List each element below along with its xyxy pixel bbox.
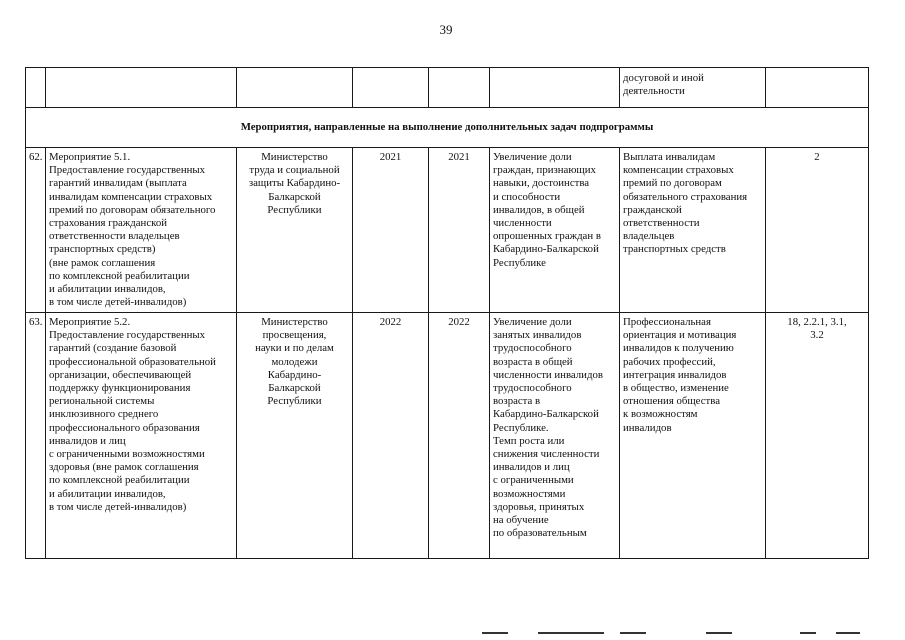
cell-line: Министерство <box>261 316 328 328</box>
cell-start-year <box>353 68 429 108</box>
cell-line: трудоспособного <box>493 342 572 355</box>
cell-line: опрошенных граждан в <box>493 230 601 243</box>
cell-line: Мероприятие 5.1. <box>49 151 131 163</box>
cell-line: инвалидов, в общей <box>493 203 585 216</box>
cell-line: возраста в <box>493 395 541 408</box>
cell-consequence <box>620 68 766 108</box>
cell-line: Кабардино-Балкарской <box>493 243 599 256</box>
cell-line: возможностями <box>493 487 566 500</box>
cell-line: гарантий (создание базовой <box>49 342 177 355</box>
measure-cell <box>46 313 237 559</box>
cell-line: Предоставление государственных <box>49 329 206 342</box>
cell-line: численности инвалидов <box>493 368 603 381</box>
cell-line: труда и социальной <box>249 164 340 177</box>
table-row <box>26 148 869 313</box>
cell-line: навыки, достоинства <box>493 177 590 190</box>
cell-line: интеграция инвалидов <box>623 368 727 381</box>
cell-line: и способности <box>493 190 561 203</box>
cell-line: Республики <box>267 395 322 408</box>
cell-line: Кабардино- <box>267 368 322 381</box>
cell-line: здоровья, принятых <box>493 500 585 513</box>
cell-line: инклюзивного среднего <box>49 408 159 421</box>
cell-line: премий по договорам обязательного <box>49 203 216 216</box>
cell-line: Республики <box>267 203 322 216</box>
cell-line: возраста в общей <box>493 355 573 368</box>
cell-line: молодежи <box>271 355 318 368</box>
end-year-cell: 2021 <box>429 148 490 313</box>
cell-line: организации, обеспечивающей <box>49 368 192 381</box>
cell-line: отношения общества <box>623 395 721 408</box>
cell-line: досуговой и иной <box>623 72 704 84</box>
cell-line: компенсации страховых <box>623 164 734 177</box>
cell-num <box>26 68 46 108</box>
cell-line: и абилитации инвалидов, <box>49 283 166 296</box>
cell-line: в том числе детей-инвалидов) <box>49 296 187 309</box>
footer-rule <box>836 632 860 634</box>
cell-indicator <box>766 68 869 108</box>
cell-line: науки и по делам <box>255 342 334 355</box>
cell-line: профессиональной образовательной <box>49 355 216 368</box>
cell-line: просвещения, <box>262 329 327 342</box>
cell-line: по комплексной реабилитации <box>49 269 190 282</box>
cell-line: Мероприятие 5.2. <box>49 316 131 328</box>
table-row <box>26 313 869 559</box>
cell-line: гарантий инвалидам (выплата <box>49 177 187 190</box>
cell-line: обязательного страхования <box>623 190 748 203</box>
footer-rule <box>538 632 604 634</box>
cell-line: по образовательным <box>493 527 587 540</box>
cell-line: с ограниченными возможностями <box>49 448 205 461</box>
cell-result <box>490 68 620 108</box>
footer-rule <box>800 632 816 634</box>
cell-line: Республике. <box>493 421 549 434</box>
footer-rule <box>620 632 646 634</box>
cell-line: региональной системы <box>49 395 155 408</box>
cell-line: поддержку функционирования <box>49 382 191 395</box>
end-year-cell: 2022 <box>429 313 490 559</box>
cell-line: и абилитации инвалидов, <box>49 487 166 500</box>
row-number: 62. <box>26 148 46 313</box>
measures-table <box>25 67 869 559</box>
consequence-cell <box>620 148 766 313</box>
cell-line: инвалидов и лиц <box>49 434 126 447</box>
footer-rule <box>706 632 732 634</box>
executor-cell <box>237 148 353 313</box>
cell-line: (вне рамок соглашения <box>49 256 156 269</box>
cell-line: в общество, изменение <box>623 382 729 395</box>
continuation-row <box>26 68 869 108</box>
cell-end-year <box>429 68 490 108</box>
cell-line: численности <box>493 217 552 230</box>
cell-line: к возможностям <box>623 408 698 421</box>
cell-line: инвалидов и лиц <box>493 461 570 474</box>
consequence-cell <box>620 313 766 559</box>
cell-line: Предоставление государственных <box>49 164 206 177</box>
result-cell <box>490 148 620 313</box>
cell-line: Выплата инвалидам <box>623 151 716 163</box>
cell-line: ответственности <box>623 217 700 230</box>
cell-line: страхования гражданской <box>49 217 167 230</box>
cell-line: ответственности владельцев <box>49 230 180 243</box>
cell-line: с ограниченными <box>493 474 574 487</box>
cell-line: 2 <box>814 151 820 163</box>
executor-cell <box>237 313 353 559</box>
result-cell <box>490 313 620 559</box>
cell-line: инвалидов <box>623 421 672 434</box>
cell-line: профессионального образования <box>49 421 200 434</box>
cell-line: на обучение <box>493 514 549 527</box>
cell-line: деятельности <box>623 85 685 98</box>
footer-rule <box>482 632 508 634</box>
cell-line: здоровья (вне рамок соглашения <box>49 461 199 474</box>
cell-line: Темп роста или <box>493 434 565 447</box>
cell-line: Профессиональная <box>623 316 711 328</box>
cell-line: премий по договорам <box>623 177 722 190</box>
cell-line: транспортных средств <box>623 243 726 256</box>
cell-measure <box>46 68 237 108</box>
cell-line: Балкарской <box>268 190 321 203</box>
cell-line: в том числе детей-инвалидов) <box>49 500 187 513</box>
cell-line: транспортных средств) <box>49 243 156 256</box>
start-year-cell: 2021 <box>353 148 429 313</box>
indicator-cell <box>766 313 869 559</box>
cell-line: 18, 2.2.1, 3.1, <box>787 316 847 328</box>
section-row <box>26 108 869 148</box>
cell-line: Увеличение доли <box>493 151 572 163</box>
cell-line: 3.2 <box>810 329 824 342</box>
cell-line: снижения численности <box>493 448 600 461</box>
section-heading: Мероприятия, направленные на выполнение дополнительных задач подпрограммы <box>26 108 869 148</box>
cell-line: трудоспособного <box>493 382 572 395</box>
cell-line: Балкарской <box>268 382 321 395</box>
indicator-cell <box>766 148 869 313</box>
cell-line: Министерство <box>261 151 328 163</box>
start-year-cell: 2022 <box>353 313 429 559</box>
cell-line: граждан, признающих <box>493 164 596 177</box>
cell-line: рабочих профессий, <box>623 355 716 368</box>
measure-cell <box>46 148 237 313</box>
row-number: 63. <box>26 313 46 559</box>
cell-line: ориентация и мотивация <box>623 329 737 342</box>
cell-line: занятых инвалидов <box>493 329 582 342</box>
cell-line: гражданской <box>623 203 682 216</box>
cell-line: владельцев <box>623 230 675 243</box>
cell-line: защиты Кабардино- <box>248 177 341 190</box>
cell-executor <box>237 68 353 108</box>
page-number: 39 <box>439 22 453 37</box>
cell-line: инвалидам компенсации страховых <box>49 190 213 203</box>
cell-line: Увеличение доли <box>493 316 572 328</box>
cell-line: Кабардино-Балкарской <box>493 408 599 421</box>
cell-line: инвалидов к получению <box>623 342 734 355</box>
cell-line: Республике <box>493 256 546 269</box>
cell-line: по комплексной реабилитации <box>49 474 190 487</box>
